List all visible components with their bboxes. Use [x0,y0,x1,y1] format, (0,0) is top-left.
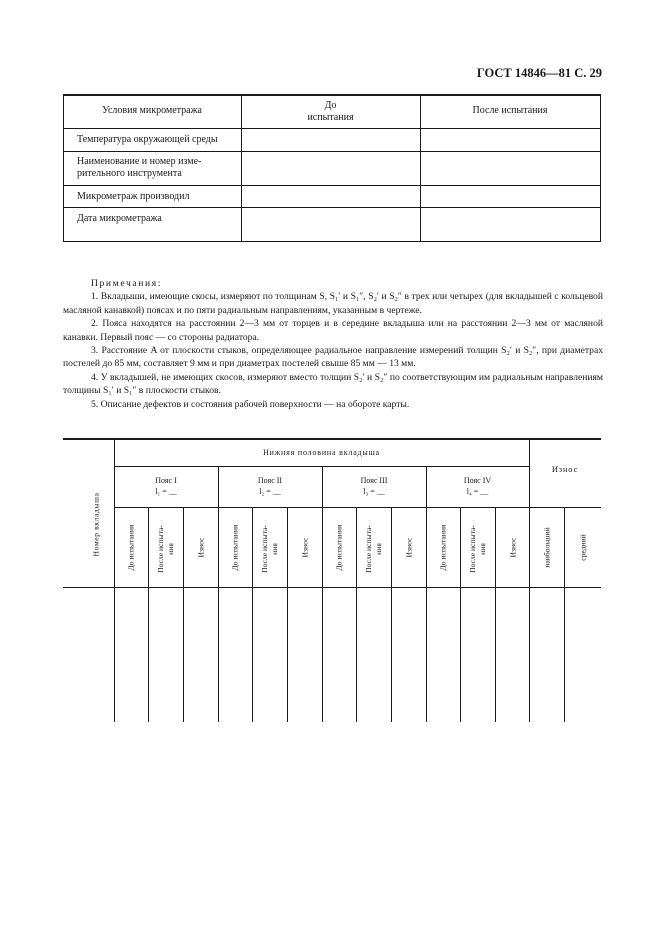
belt-1-label: Пояс I [155,476,177,485]
belt-3-label: Пояс III [360,476,388,485]
row-label-measured-by: Микрометраж производил [77,191,190,202]
belt-2-wear-header: Износ [300,537,310,558]
row-label-date: Дата микрометража [77,213,162,224]
belt-2-formula: l₂ = __ [259,487,281,496]
row-header-liner-number: Номер вкладыша [91,492,101,557]
lower-half-header: Нижняя половина вкладыша [263,448,380,457]
note-item: 5. Описание дефектов и состояния рабочей поверхности — на обороте карты. [91,398,410,410]
belt-3-before-header: До испытания [334,524,344,571]
belt-2-before-header: До испытания [230,524,240,571]
belt-3-wear-header: Износ [404,537,414,558]
belt-4-before-header: До испытания [438,524,448,571]
notes-section [63,277,603,411]
belt-1-wear-header: Износ [196,537,206,558]
belt-4-label: Пояс IV [463,476,492,485]
column-header-after-test: После испытания [472,105,548,116]
belt-3-after-header: После испыта- ния [364,525,383,573]
note-item: 4. У вкладышей, не имеющих скосов, измеряют вместо толщин S₂′ и S₂″ по соответствующим им радиальным направлениям толщины S₁′ и S₁″ в плоскости стыков. [63,371,603,397]
column-header-before-test: До испытания [307,100,354,123]
belt-2-label: Пояс II [257,476,283,485]
notes-heading: Примечания: [91,278,162,289]
belt-3-formula: l₃ = __ [363,487,385,496]
note-item: 2. Пояса находятся на расстоянии 2—3 мм от торцев и в середине вкладыша или на расстоянии 2—3 мм от масляной канавки. Первый пояс — со стороны радиатора. [63,318,603,343]
belt-4-after-header: После испыта- ния [468,525,487,573]
row-label-temperature: Температура окружающей среды [77,134,218,145]
belt-1-formula: l₁ = __ [155,487,177,496]
belt-1-after-header: После испыта- ния [156,525,175,573]
belt-2-after-header: После испыта- ния [260,525,279,573]
wear-max-header: наибольший [542,527,552,568]
column-header-conditions: Условия микрометража [102,105,202,116]
belt-4-wear-header: Износ [508,537,518,558]
page-header: ГОСТ 14846—81 С. 29 [476,66,602,80]
row-label-instrument: Наименование и номер изме- рительного инструмента [77,156,202,179]
wear-group-header: Износ [551,464,579,474]
wear-avg-header: средний [578,534,588,561]
note-item: 1. Вкладыши, имеющие скосы, измеряют по толщинам S, S₁′ и S₁″, S₂′ и S₂″ в трех или четырех (для вкладышей с кольцевой масляной канавкой) поясах и по пяти радиальным направлениям, указанным в чертеже. [63,291,603,316]
belt-4-formula: l₄ = __ [466,487,489,496]
belt-1-before-header: До испытания [126,524,136,571]
note-item: 3. Расстояние A от плоскости стыков, определяющее радиальное направление измерений толщин S₂′ и S₂″, при диаметрах постелей до 85 мм, составляет 9 мм и при диаметрах постелей свыше 85 мм — 13 мм. [63,345,603,370]
